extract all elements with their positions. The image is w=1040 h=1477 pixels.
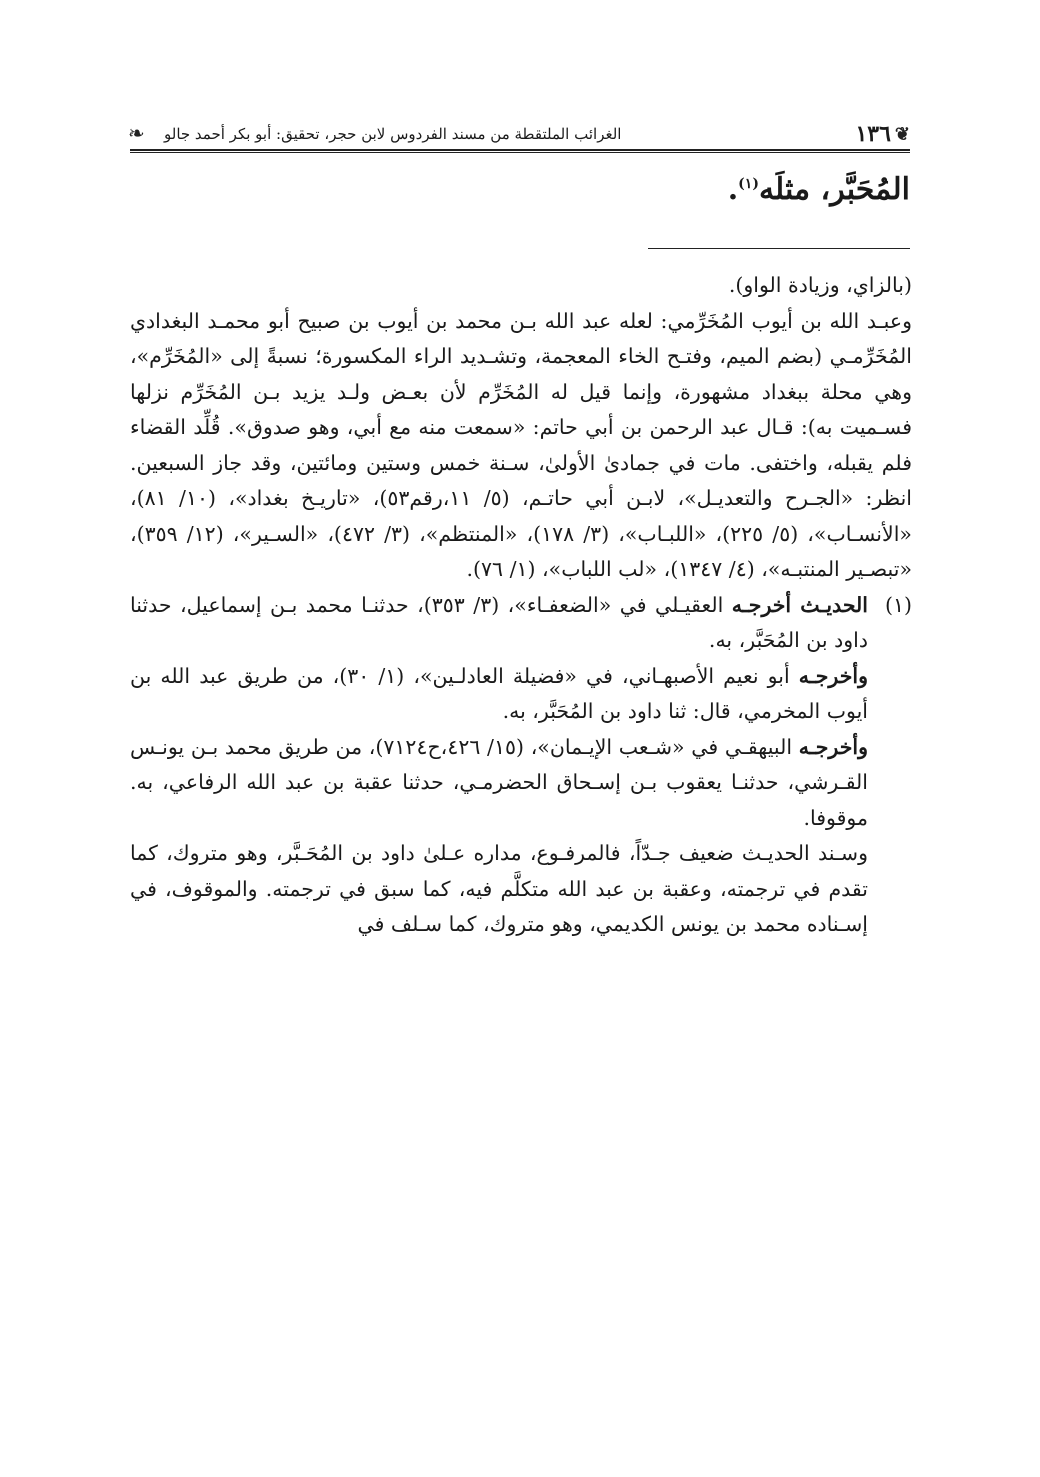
footnote-third-rest: البيهقـي في «شـعب الإيـمان»، (١٥/ ٤٢٦،ح٧١٢٤)، من طريق محمد بـن يونـس القـرشي، حدثنـا يعقوب بـن إسـحاق الحضرمـي، حدثنا عقبة بن عبد الله الرفاعي، به. موقوفا. [130, 734, 868, 830]
ornament-left-icon: ❧ [128, 121, 145, 145]
header-rule [130, 149, 910, 153]
footnote-second [130, 659, 912, 730]
main-text: المُحَبَّر، مثلَه [758, 172, 910, 207]
full-stop: . [727, 172, 739, 207]
footnote-conclusion: وسـند الحديـث ضعيف جـدّاً، فالمرفـوع، مداره عـلىٰ داود بن المُحَـبَّر، وهو متروك، كما تقدم في ترجمته، وعقبة بن عبد الله متكلَّم فيه، كما سبق في ترجمته. والموقوف، في إسـناده محمد بن يونس الكديمي، وهو متروك، كما سـلف في [130, 841, 868, 936]
footnote-first-bold: الحديـث أخرجـه [731, 592, 868, 617]
running-header [130, 117, 910, 151]
main-text-line [728, 172, 910, 207]
footnote-number: (١) [884, 592, 912, 617]
prev-note-line: (بالزاي، وزيادة الواو). [728, 273, 912, 297]
prev-note-paragraph: وعبـد الله بن أيوب المُخَرِّمي: لعله عبد الله بـن محمد بن أيوب بن صبيح أبو محمـد البغدادي المُخَرِّمـي (بضم الميم، وفتـح الخاء المعجمة، وتشـديد الراء المكسورة؛ نسبةً إلى «المُخَرِّم»، وهي محلة ببغداد مشهورة، وإنما قيل له المُخَرِّم لأن بعـض ولـد يزيد بـن المُخَرِّم نزلها فسـميت به): قـال عبد الرحمن بن أبي حاتم: «سمعت منه مع أبي، وهو صدوق». قُلِّد القضاء فلم يقبله، واختفى. مات في جمادىٰ الأولىٰ، سـنة خمس وستين ومائتين، وقد جاز السبعين. انظر: «الجـرح والتعديـل»، لابـن أبي حاتـم، (٥/ ١١،رقم٥٣)، «تاريـخ بغداد»، (١٠/ ٨١)، «الأنسـاب»، (٥/ ٢٢٥)، «اللبـاب»، (٣/ ١٧٨)، «المنتظم»، (٣/ ٤٧٢)، «السـير»، (١٢/ ٣٥٩)، «تبصـير المنتبـه»، (٤/ ١٣٤٧)، «لب اللباب»، (١/ ٧٦). [130, 308, 912, 581]
ornament-icon: ❦ [894, 123, 910, 145]
footnote-ref: (١) [738, 176, 759, 192]
footnotes [130, 268, 912, 943]
running-title: الغرائب الملتقطة من مسند الفردوس لابن حجر، تحقيق: أبو بكر أحمد جالو [164, 125, 622, 143]
footnote-third [130, 730, 912, 837]
page-number-block [855, 121, 910, 147]
page-number: ١٣٦ [855, 121, 891, 147]
footnote-second-bold: وأخرجـه [798, 663, 868, 688]
footnote-1 [130, 588, 912, 659]
footnote-separator [648, 248, 910, 249]
footnote-first [130, 588, 868, 659]
footnote-first-rest: العقيـلي في «الضعفـاء»، (٣/ ٣٥٣)، حدثنـا محمد بـن إسماعيل، حدثنا داود بن المُحَبَّر، به. [130, 592, 868, 652]
footnote-second-rest: أبو نعيم الأصبهـاني، في «فضيلة العادلـين»، (١/ ٣٠)، من طريق عبد الله بن أيوب المخرمي، قال: ثنا داود بن المُحَبَّر، به. [130, 663, 868, 723]
footnote-third-bold: وأخرجـه [798, 734, 868, 759]
